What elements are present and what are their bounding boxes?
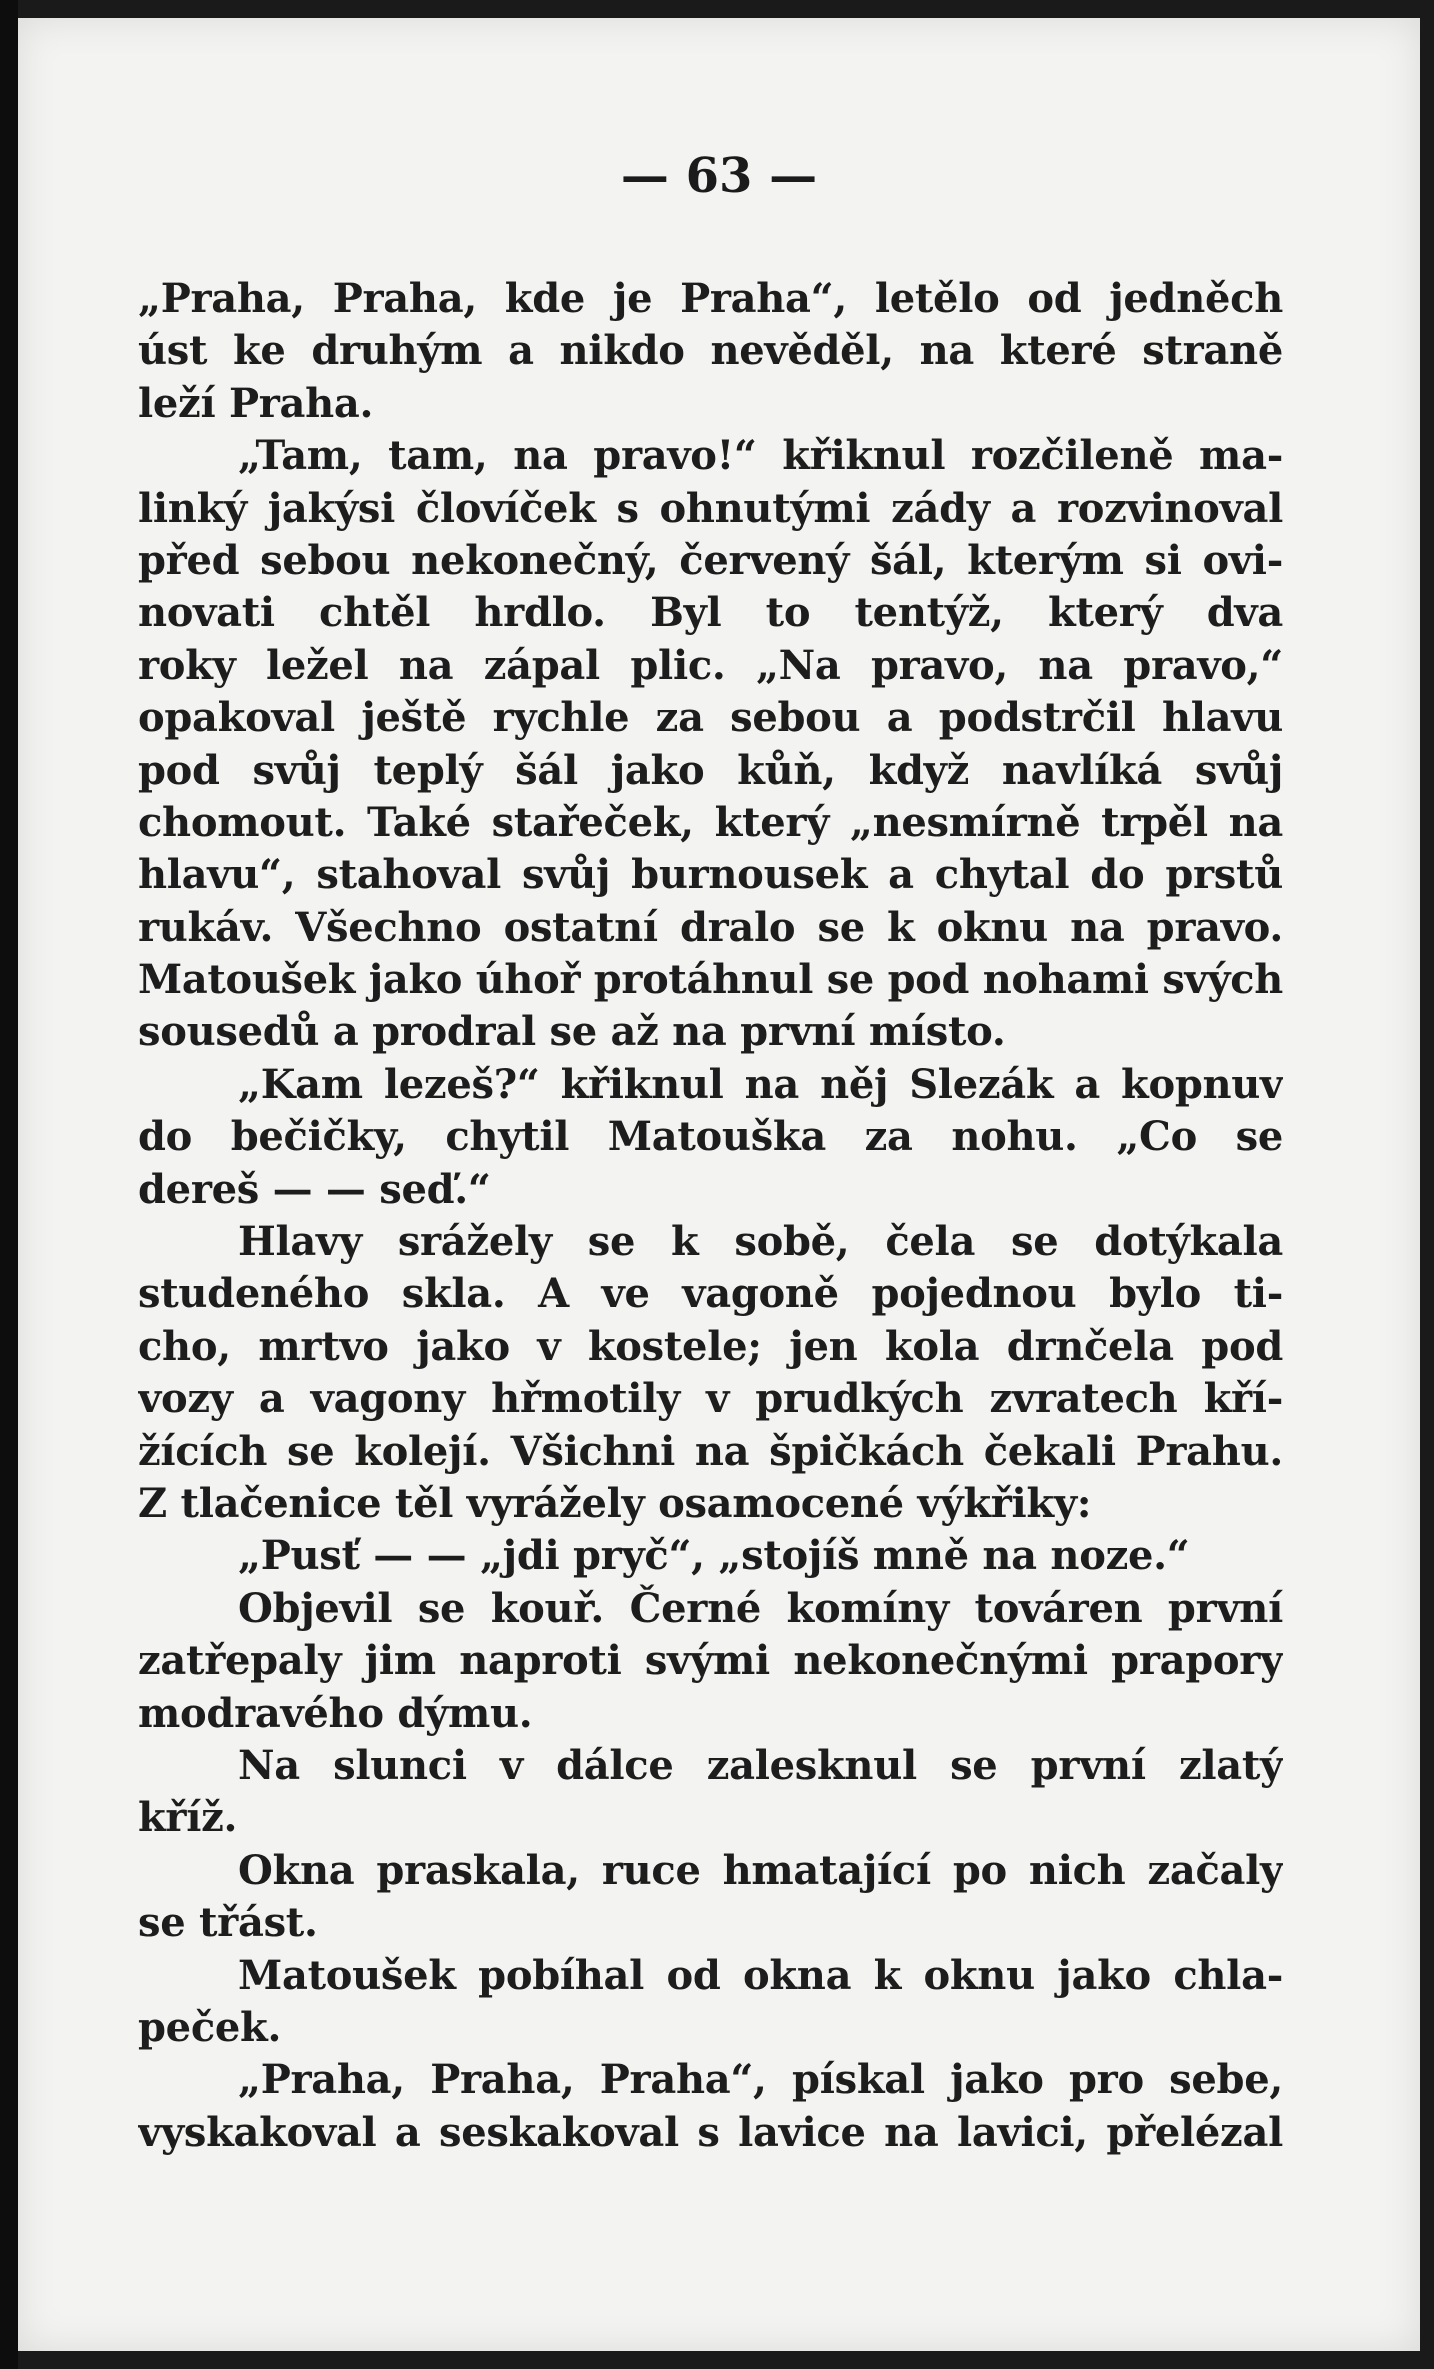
- text-line: linký jakýsi človíček s ohnutými zády a rozvinoval: [138, 484, 1283, 532]
- text-line: novati chtěl hrdlo. Byl to tentýž, který dva: [138, 589, 1283, 637]
- text-line: chomout. Také stařeček, který „nesmírně trpěl na: [138, 798, 1283, 846]
- text-line: rukáv. Všechno ostatní dralo se k oknu na pravo.: [138, 903, 1283, 951]
- text-line: „Kam lezeš?“ křiknul na něj Slezák a kopnuv: [238, 1060, 1283, 1108]
- text-line: se třást.: [138, 1899, 318, 1947]
- text-line: vyskakoval a seskakoval s lavice na lavici, přelézal: [138, 2108, 1283, 2156]
- text-line: úst ke druhým a nikdo nevěděl, na které straně: [138, 327, 1283, 375]
- text-line: leží Praha.: [138, 379, 374, 427]
- text-line: „Tam, tam, na pravo!“ křiknul rozčileně ma-: [238, 432, 1283, 480]
- text-line: „Praha, Praha, kde je Praha“, letělo od jedněch: [138, 275, 1283, 322]
- text-line: před sebou nekonečný, červený šál, kterým si ovi-: [138, 536, 1283, 584]
- text-line: sousedů a prodral se až na první místo.: [138, 1008, 1006, 1056]
- text-line: vozy a vagony hřmotily v prudkých zvratech kří-: [138, 1375, 1283, 1423]
- text-line: roky ležel na zápal plic. „Na pravo, na pravo,“: [138, 641, 1283, 689]
- page-number: — 63 —: [620, 148, 818, 204]
- text-line: hlavu“, stahoval svůj burnousek a chytal do prstů: [138, 851, 1283, 899]
- text-line: Matoušek jako úhoř protáhnul se pod nohami svých: [138, 957, 1283, 1004]
- text-line: Z tlačenice těl vyrážely osamocené výkřiky:: [138, 1479, 1092, 1527]
- text-line: modravého dýmu.: [138, 1689, 533, 1737]
- text-line: Matoušek pobíhal od okna k oknu jako chla-: [238, 1951, 1283, 1999]
- body-text: [138, 273, 1283, 2159]
- text-line: „Pusť — — „jdi pryč“, „stojíš mně na noze.“: [238, 1532, 1190, 1580]
- text-line: studeného skla. A ve vagoně pojednou bylo ti-: [138, 1270, 1283, 1318]
- text-line: opakoval ještě rychle za sebou a podstrčil hlavu: [138, 694, 1283, 742]
- text-line: peček.: [138, 2003, 282, 2051]
- text-line: Na slunci v dálce zalesknul se první zlatý: [238, 1741, 1283, 1789]
- text-line: zatřepaly jim naproti svými nekonečnými prapory: [138, 1637, 1283, 1685]
- text-line: žících se kolejí. Všichni na špičkách čekali Prahu.: [138, 1427, 1283, 1475]
- text-line: cho, mrtvo jako v kostele; jen kola drnčela pod: [138, 1322, 1283, 1370]
- scan-edge: [0, 0, 18, 2369]
- text-line: kříž.: [138, 1794, 238, 1842]
- book-page: [18, 18, 1420, 2351]
- text-line: do bečičky, chytil Matouška za nohu. „Co se: [138, 1113, 1283, 1161]
- text-line: dereš — — seď.“: [138, 1165, 491, 1213]
- text-line: „Praha, Praha, Praha“, pískal jako pro sebe,: [238, 2056, 1283, 2104]
- text-line: Hlavy srážely se k sobě, čela se dotýkala: [238, 1218, 1283, 1266]
- text-line: Okna praskala, ruce hmatající po nich začaly: [238, 1846, 1283, 1894]
- text-line: Objevil se kouř. Černé komíny továren první: [238, 1584, 1283, 1632]
- text-line: pod svůj teplý šál jako kůň, když navlíká svůj: [138, 746, 1283, 794]
